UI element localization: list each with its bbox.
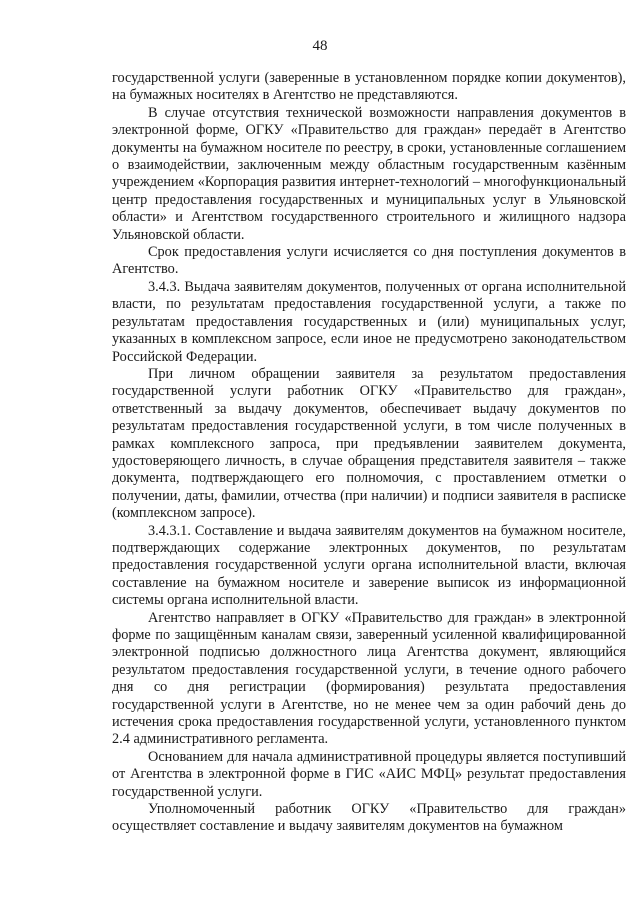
paragraph: 3.4.3. Выдача заявителям документов, полученных от органа исполнительной власти, по результатам предоставления государственной услуги, а также по результатам предоставления государственных и (или) муниципальных услуг, указанных в комплексном запросе, если иное не предусмотрено законодательством Российской Федерации. xyxy=(112,278,626,365)
paragraph: Основанием для начала административной процедуры является поступивший от Агентства в электронной форме в ГИС «АИС МФЦ» результат предоставления государственной услуги. xyxy=(112,748,626,800)
paragraph: При личном обращении заявителя за результатом предоставления государственной услуги работник ОГКУ «Правительство для граждан», ответственный за выдачу документов, обеспечивает выдачу документов по результатам предоставления государственной услуги, в том числе полученных в рамках комплексного запроса, при предъявлении заявителем документа, удостоверяющего личность, в случае обращения представителя заявителя – также документа, подтверждающего его полномочия, с проставлением отметки о получении, даты, фамилии, отчества (при наличии) и подписи заявителя в расписке (комплексном запросе). xyxy=(112,365,626,522)
paragraph: 3.4.3.1. Составление и выдача заявителям документов на бумажном носителе, подтверждающих содержание электронных документов, по результатам предоставления государственной услуги органа исполнительной власти, включая составление на бумажном носителе и заверение выписок из информационной системы органа исполнительной власти. xyxy=(112,522,626,609)
document-body xyxy=(112,70,626,836)
paragraph: В случае отсутствия технической возможности направления документов в электронной форме, ОГКУ «Правительство для граждан» передаёт в Агентство документы на бумажном носителе по реестру, в сроки, установленные соглашением о взаимодействии, заключенным между областным государственным казённым учреждением «Корпорация развития интернет-технологий – многофункциональный центр предоставления государственных и муниципальных услуг в Ульяновской области» и Агентством государственного строительного и жилищного надзора Ульяновской области. xyxy=(112,104,626,243)
paragraph: Агентство направляет в ОГКУ «Правительство для граждан» в электронной форме по защищённым каналам связи, заверенный усиленной квалифицированной электронной подписью должностного лица Агентства документ, являющийся результатом предоставления государственной услуги, в течение одного рабочего дня со дня регистрации (формирования) результата предоставления государственной услуги в Агентстве, но не менее чем за один рабочий день до истечения срока предоставления государственной услуги, установленного пунктом 2.4 административного регламента. xyxy=(112,609,626,748)
paragraph: Уполномоченный работник ОГКУ «Правительство для граждан» осуществляет составление и выдачу заявителям документов на бумажном xyxy=(112,801,626,835)
page-number: 48 xyxy=(312,38,328,54)
paragraph: Срок предоставления услуги исчисляется со дня поступления документов в Агентство. xyxy=(112,244,626,278)
paragraph: государственной услуги (заверенные в установленном порядке копии документов), на бумажных носителях в Агентство не представляются. xyxy=(112,70,626,104)
